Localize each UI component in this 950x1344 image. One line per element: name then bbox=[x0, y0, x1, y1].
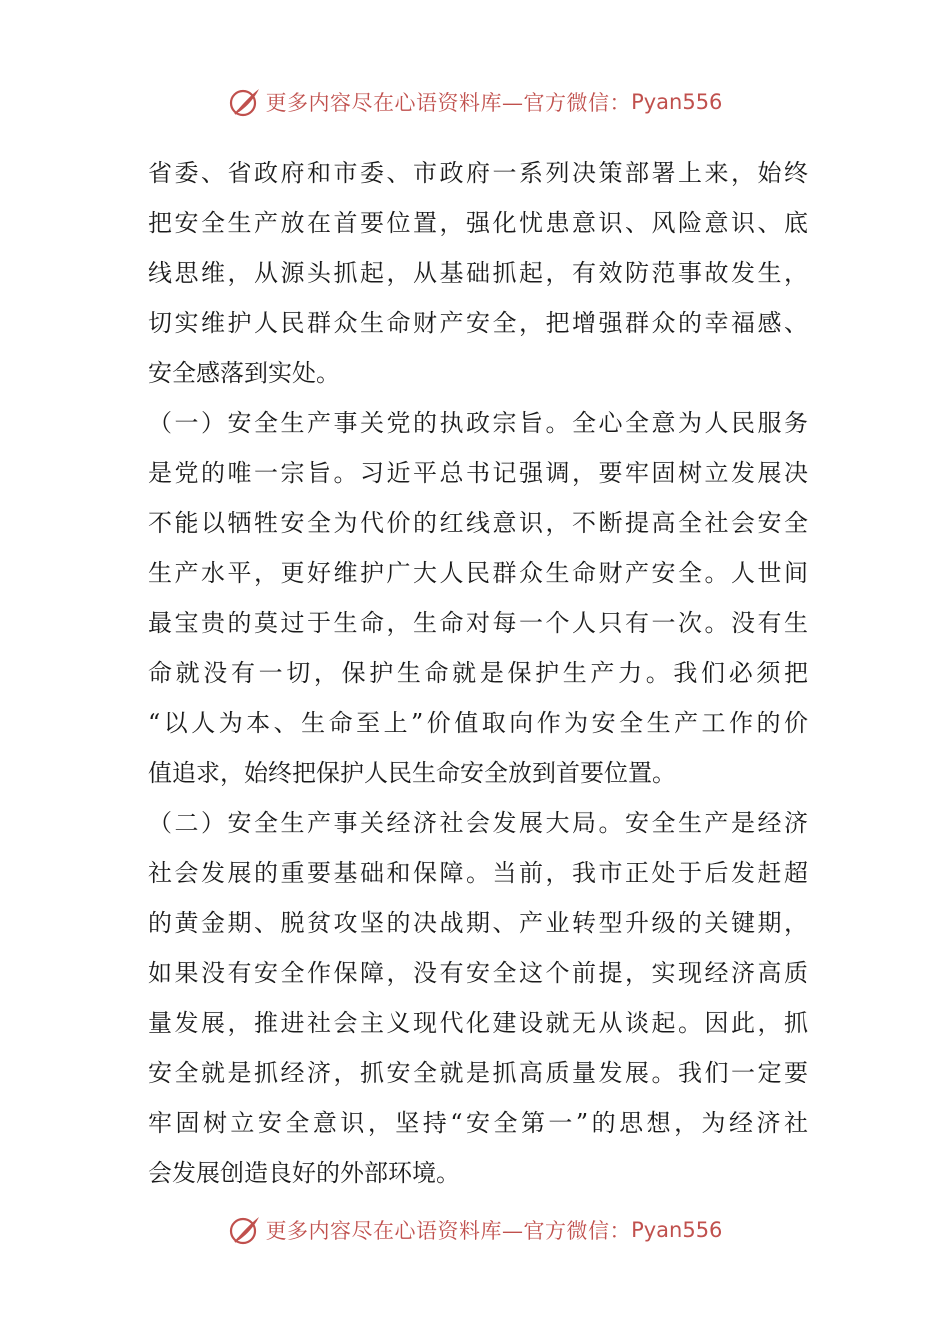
watermark-text: 更多内容尽在心语资料库—官方微信： bbox=[265, 1219, 632, 1243]
text-line: 如果没有安全作保障，没有安全这个前提，实现经济高质 bbox=[148, 959, 808, 987]
text-line: （二）安全生产事关经济社会发展大局。安全生产是经济 bbox=[148, 809, 808, 837]
text-line: 最宝贵的莫过于生命，生命对每一个人只有一次。没有生 bbox=[148, 609, 808, 637]
header-watermark bbox=[0, 82, 950, 122]
text-line: 命就没有一切，保护生命就是保护生产力。我们必须把 bbox=[148, 659, 808, 687]
text-line: 省委、省政府和市委、市政府一系列决策部署上来，始终 bbox=[148, 159, 808, 187]
footer-watermark bbox=[0, 1210, 950, 1250]
quill-pen-logo-icon bbox=[228, 1213, 262, 1247]
wechat-id: Pyan556 bbox=[631, 1218, 723, 1242]
text-line: （一）安全生产事关党的执政宗旨。全心全意为人民服务 bbox=[148, 409, 808, 437]
text-line: 社会发展的重要基础和保障。当前，我市正处于后发赶超 bbox=[148, 859, 808, 887]
text-line: 安全感落到实处。 bbox=[148, 359, 340, 387]
text-line: 线思维，从源头抓起，从基础抓起，有效防范事故发生， bbox=[148, 259, 808, 287]
text-line: 的黄金期、脱贫攻坚的决战期、产业转型升级的关键期， bbox=[148, 909, 808, 937]
text-line: 值追求，始终把保护人民生命安全放到首要位置。 bbox=[148, 759, 676, 787]
text-line: 牢固树立安全意识，坚持“安全第一”的思想，为经济社 bbox=[148, 1109, 808, 1137]
text-line: 是党的唯一宗旨。习近平总书记强调，要牢固树立发展决 bbox=[148, 459, 808, 487]
watermark-text: 更多内容尽在心语资料库—官方微信： bbox=[265, 91, 632, 115]
paragraph bbox=[148, 798, 808, 1198]
text-line: 把安全生产放在首要位置，强化忧患意识、风险意识、底 bbox=[148, 209, 808, 237]
paragraph bbox=[148, 148, 808, 398]
text-line: 安全就是抓经济，抓安全就是抓高质量发展。我们一定要 bbox=[148, 1059, 808, 1087]
text-line: 量发展，推进社会主义现代化建设就无从谈起。因此，抓 bbox=[148, 1009, 808, 1037]
text-line: 会发展创造良好的外部环境。 bbox=[148, 1159, 460, 1187]
document-body bbox=[148, 148, 808, 1198]
text-line: 生产水平，更好维护广大人民群众生命财产安全。人世间 bbox=[148, 559, 808, 587]
paragraph bbox=[148, 398, 808, 798]
text-line: “以人为本、生命至上”价值取向作为安全生产工作的价 bbox=[148, 709, 808, 737]
text-line: 切实维护人民群众生命财产安全，把增强群众的幸福感、 bbox=[148, 309, 808, 337]
text-line: 不能以牺牲安全为代价的红线意识，不断提高全社会安全 bbox=[148, 509, 808, 537]
wechat-id: Pyan556 bbox=[631, 90, 723, 114]
quill-pen-logo-icon bbox=[228, 85, 262, 119]
